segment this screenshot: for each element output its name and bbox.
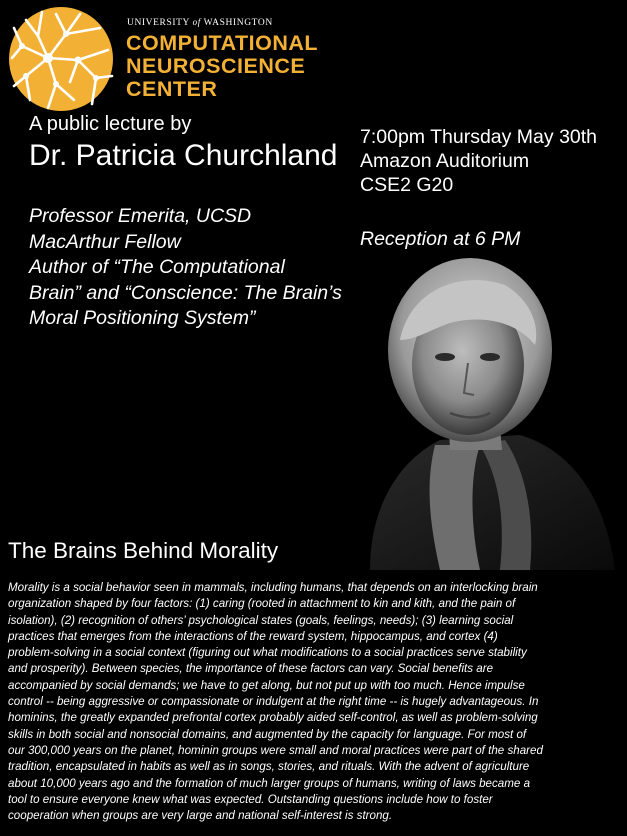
credential-line: Professor Emerita, UCSD [29,205,252,227]
abstract-line: about 10,000 years ago and the formation of much larger groups of humans, writing of laws became a [8,776,531,790]
event-time: 7:00pm Thursday May 30th [360,126,598,148]
credential-line: Brain” and “Conscience: The Brain’s [29,281,342,304]
credential-line: MacArthur Fellow [29,230,181,253]
abstract-line: our 300,000 years on the planet, hominin groups were small and moral practices were part of the shared [8,743,543,757]
abstract-line: hominins, the greatly expanded prefrontal cortex probably aided self-control, as well as problem-solving [8,711,538,725]
abstract-line: cooperation when groups are very large and national self-interest is strong. [8,809,393,823]
abstract-line: isolation), (2) recognition of others’ psychological states (goals, feelings, needs); (3) learning social [8,613,514,627]
abstract-line: skills in both social and nonsocial domains, and augmented by the capacity for language. For most of [8,727,527,741]
speaker-name: Dr. Patricia Churchland [29,139,338,172]
abstract-line: tool to ensure everyone knew what was expected. Outstanding questions include how to foster [8,792,493,806]
university-label: UNIVERSITY of WASHINGTON [127,17,273,28]
abstract-line: tradition, encapsulated in habits as well as in songs, stories, and rituals. With the advent of agriculture [8,760,530,774]
event-venue: Amazon Auditorium [360,150,530,172]
speaker-credentials [29,204,342,332]
abstract-line: control -- being aggressive or compassionate or indulgent at the right time -- is hugely advantageous. In [8,695,539,709]
talk-abstract [8,580,620,824]
abstract-line: problem-solving in a social context (figuring out what modifications to a social practices serve stability [8,646,527,660]
reception-note: Reception at 6 PM [360,228,521,250]
event-details [360,125,597,197]
speaker-photo [330,245,627,570]
abstract-line: and prosperity). Between species, the importance of these factors can vary. Social benefits are [8,662,494,676]
center-name-line: COMPUTATIONAL [126,31,319,55]
center-name [126,32,318,101]
abstract-line: accompanied by social demands; we have to get along, but not put up with too much. Hence impulse [8,678,525,692]
abstract-line: practices that emerges from the interactions of the reward system, hippocampus, and cortex (4) [8,629,498,643]
abstract-line: Morality is a social behavior seen in mammals, including humans, that depends on an interlocking brain [8,581,538,594]
lecture-intro: A public lecture by [29,113,192,135]
credential-line: Moral Positioning System” [29,307,256,329]
event-room: CSE2 G20 [360,174,454,196]
center-name-line: CENTER [126,77,218,101]
center-name-line: NEUROSCIENCE [126,54,306,78]
neuron-logo-icon [8,6,114,112]
talk-title: The Brains Behind Morality [8,538,279,563]
abstract-line: organization shaped by four factors: (1) caring (rooted in attachment to kin and kith, and the pain of [8,597,516,611]
credential-line: Author of “The Computational [29,256,285,278]
